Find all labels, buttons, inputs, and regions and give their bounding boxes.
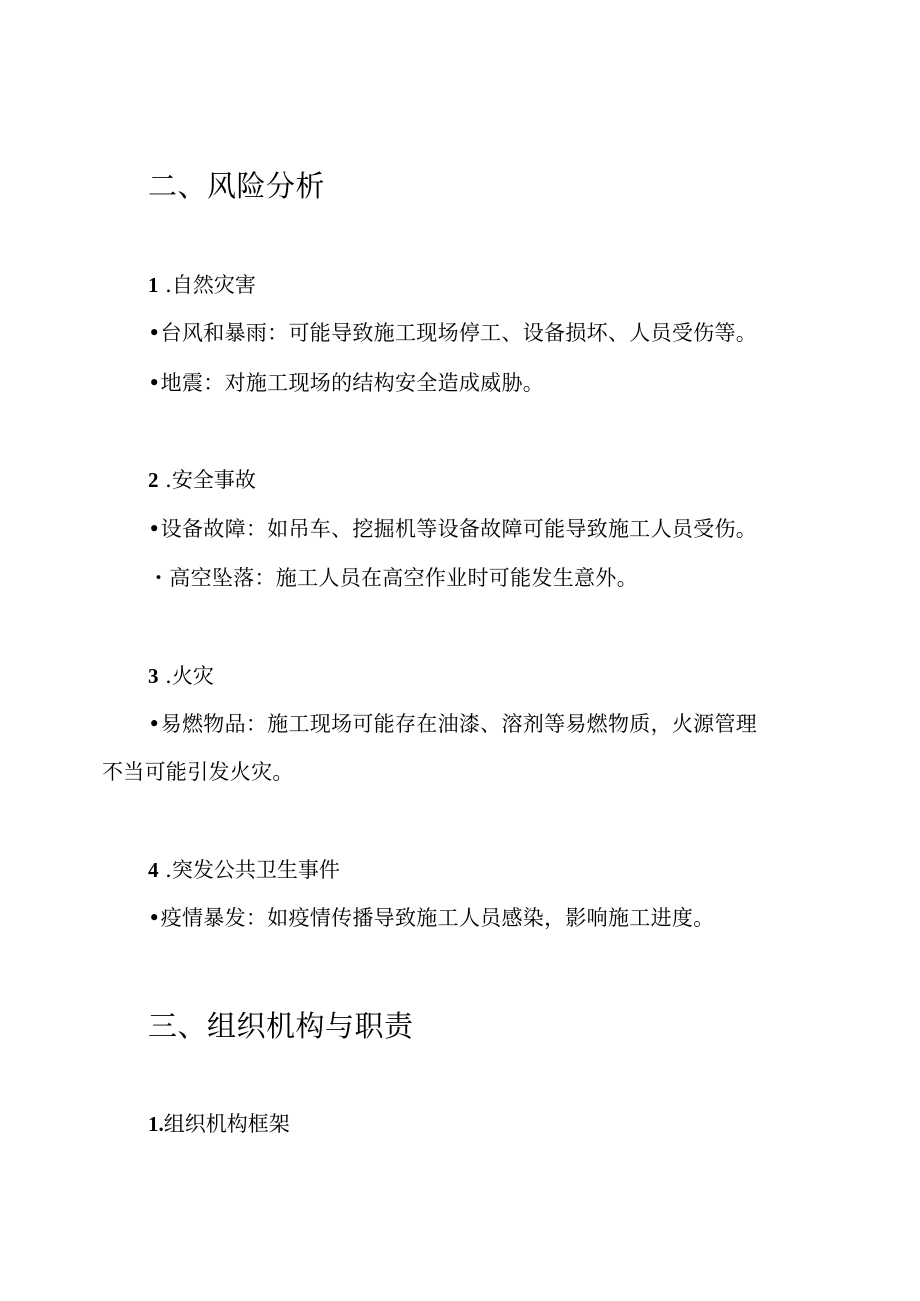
subheading-safety-accidents	[148, 465, 256, 495]
subheading-label: .突发公共卫生事件	[158, 858, 340, 882]
subheading-org-framework	[148, 1109, 290, 1139]
subheading-number: 4	[148, 858, 159, 882]
paragraph-earthquake: •地震：对施工现场的结构安全造成威胁。	[148, 371, 545, 395]
paragraph-typhoon: •台风和暴雨：可能导致施工现场停工、设备损坏、人员受伤等。	[148, 321, 758, 345]
subheading-number: 1	[148, 273, 159, 297]
paragraph-flammables-continued: 不当可能引发火灾。	[102, 760, 294, 784]
subheading-label: 组织机构框架	[163, 1112, 290, 1136]
subheading-label: .火灾	[158, 664, 214, 688]
section-heading-organization: 三、组织机构与职责	[148, 1009, 414, 1043]
subheading-public-health	[148, 855, 340, 885]
subheading-natural-disasters	[148, 270, 256, 300]
paragraph-equipment-failure: •设备故障：如吊车、挖掘机等设备故障可能导致施工人员受伤。	[148, 517, 758, 541]
subheading-number: 1.	[148, 1112, 164, 1136]
subheading-fire	[148, 661, 214, 691]
paragraph-flammables: •易燃物品：施工现场可能存在油漆、溶剂等易燃物质，火源管理	[148, 712, 758, 736]
paragraph-epidemic: •疫情暴发：如疫情传播导致施工人员感染，影响施工进度。	[148, 906, 715, 930]
section-heading-risk-analysis: 二、风险分析	[148, 169, 326, 203]
paragraph-falling-from-height: ・高空坠落：施工人员在高空作业时可能发生意外。	[148, 566, 638, 590]
subheading-number: 3	[148, 664, 159, 688]
subheading-number: 2	[148, 468, 159, 492]
subheading-label: .自然灾害	[158, 273, 256, 297]
subheading-label: .安全事故	[158, 468, 256, 492]
